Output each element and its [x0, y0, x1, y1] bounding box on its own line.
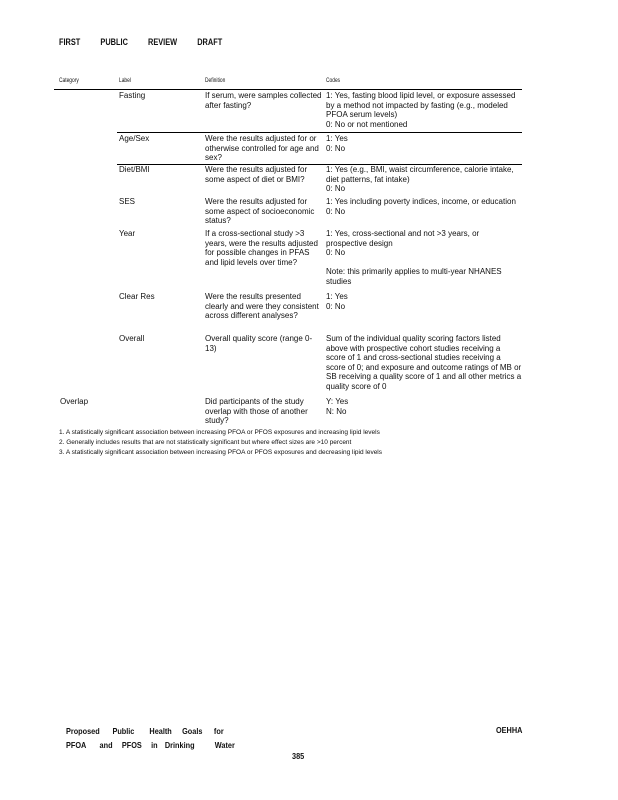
row-label: Age/Sex	[119, 134, 150, 143]
code-line: 1: Yes	[326, 134, 348, 143]
footer-word: and	[99, 739, 113, 750]
row-label: Clear Res	[119, 292, 155, 301]
header-word: FIRST	[59, 37, 81, 47]
column-header-definition: Definition	[205, 77, 226, 84]
code-line: N: No	[326, 406, 347, 416]
code-line: Sum of the individual quality scoring factors listed above with prospective cohort studies receiving a score of 1 and cross-sectional studies receiving a score of 0; and exposure and outcome ratings of MB or SB receiving a quality score of 1 and all other metrics a quality score of 0	[326, 334, 522, 391]
row-definition: If serum, were samples collected after fasting?	[205, 91, 322, 110]
header-word: REVIEW	[147, 37, 178, 47]
code-line: 0: No	[326, 301, 346, 311]
footer-agency: OEHHA	[496, 725, 523, 735]
footer-line-1	[66, 725, 235, 739]
table-header-rule	[54, 89, 522, 90]
code-line: 0: No	[326, 248, 346, 258]
footer-word: PFOS	[121, 739, 142, 750]
row-codes	[326, 134, 522, 153]
footer-word: Goals	[182, 726, 203, 736]
code-line: 1: Yes including poverty indices, income, or education	[326, 197, 516, 206]
row-label: SES	[119, 197, 136, 206]
row-codes	[326, 397, 522, 416]
code-line: Y: Yes	[326, 397, 349, 406]
header-word: DRAFT	[197, 37, 223, 47]
row-codes	[326, 165, 522, 194]
row-label: Year	[119, 229, 136, 238]
code-line: Note: this primarily applies to multi-year NHANES studies	[326, 267, 502, 286]
footer-title	[66, 725, 235, 752]
footnote: 1. A statistically significant association between increasing PFOA or PFOS exposures and increasing lipid levels	[59, 429, 380, 436]
code-line: 0: No	[326, 143, 346, 153]
footer-word: Public	[112, 726, 135, 736]
row-category: Overlap	[60, 397, 89, 406]
row-definition: Were the results adjusted for or otherwise controlled for age and sex?	[205, 134, 319, 163]
header-word: PUBLIC	[100, 37, 128, 47]
footer-word: Water	[214, 739, 235, 750]
code-line: 0: No	[326, 184, 346, 194]
footer-word: Proposed	[66, 726, 100, 736]
code-line: 0: No or not mentioned	[326, 119, 408, 129]
row-definition: Were the results adjusted for some aspect of diet or BMI?	[205, 165, 308, 184]
row-label: Overall	[119, 334, 145, 343]
row-definition: Overall quality score (range 0-13)	[205, 334, 313, 353]
footer-word: Drinking	[164, 739, 195, 750]
code-line: 1: Yes, cross-sectional and not >3 years, or prospective design	[326, 229, 480, 248]
table-footnotes	[59, 428, 382, 457]
row-codes	[326, 197, 522, 216]
row-definition: Were the results adjusted for some aspect of socioeconomic status?	[205, 197, 315, 226]
footnote: 2. Generally includes results that are not statistically significant but where effect sizes are >10 percent	[59, 438, 352, 446]
column-header-codes: Codes	[326, 77, 341, 84]
footer-word: Health	[149, 726, 172, 736]
column-header-category: Category	[59, 77, 79, 84]
footer-line-2	[66, 739, 235, 753]
row-definition: Were the results presented clearly and were they consistent across different analyses?	[205, 292, 319, 321]
row-codes	[326, 229, 522, 287]
row-label: Fasting	[119, 91, 146, 100]
code-line: 0: No	[326, 206, 346, 216]
column-header-label: Label	[119, 77, 131, 84]
code-line: 1: Yes (e.g., BMI, waist circumference, calorie intake, diet patterns, fat intake)	[326, 165, 514, 184]
row-divider	[117, 132, 522, 133]
row-definition: If a cross-sectional study >3 years, were the results adjusted for possible changes in PFAS and lipid levels over time?	[205, 229, 318, 267]
footer-word: for	[213, 726, 224, 736]
row-label: Diet/BMI	[119, 165, 150, 174]
row-codes	[326, 91, 522, 129]
row-codes	[326, 292, 522, 311]
code-line: 1: Yes	[326, 292, 348, 301]
footnote: 3. A statistically significant association between increasing PFOA or PFOS exposures and decreasing lipid levels	[59, 448, 383, 456]
page-number: 385	[292, 751, 305, 761]
row-definition: Did participants of the study overlap with those of another study?	[205, 397, 308, 426]
row-codes	[326, 334, 522, 392]
draft-header	[59, 37, 240, 47]
code-line: 1: Yes, fasting blood lipid level, or exposure assessed by a method not impacted by fasting (e.g., modeled PFOA serum levels)	[326, 91, 516, 120]
footer-word: PFOA	[66, 739, 87, 750]
footer-word: in	[151, 739, 158, 750]
code-line	[326, 258, 522, 268]
